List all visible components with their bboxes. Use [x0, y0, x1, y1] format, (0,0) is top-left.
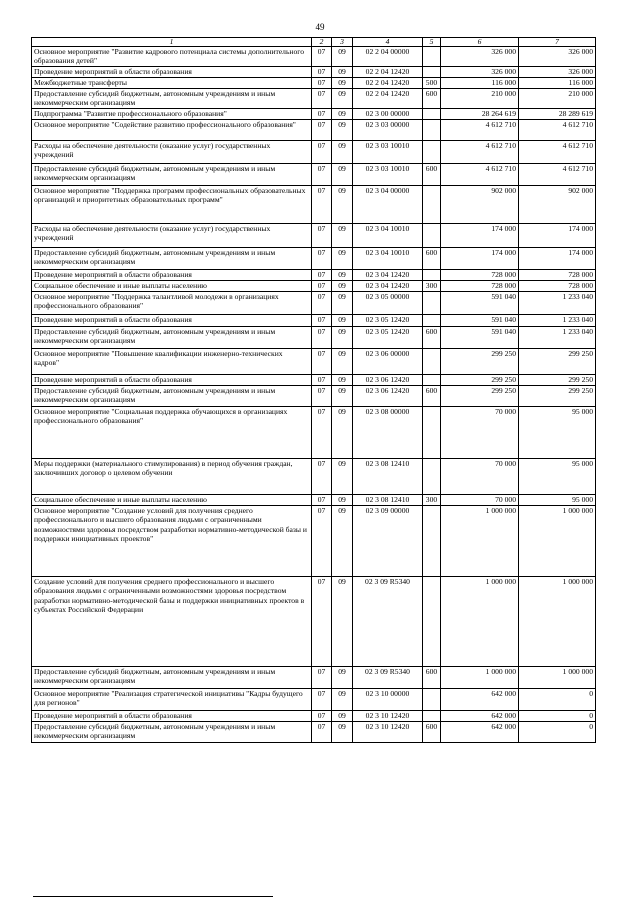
- footnote-divider: [33, 896, 273, 897]
- row-c5-cell: [423, 349, 441, 375]
- row-c3-cell: 09: [332, 186, 353, 224]
- table-row: [32, 459, 596, 495]
- table-row: [32, 577, 596, 667]
- row-c5-cell: 600: [423, 248, 441, 270]
- table-row: [32, 248, 596, 270]
- table-row: [32, 495, 596, 506]
- column-header-7: 7: [519, 38, 596, 47]
- row-c5-cell: [423, 67, 441, 78]
- row-c3-cell: 09: [332, 407, 353, 459]
- table-row: [32, 722, 596, 743]
- row-c4-cell: 02 3 09 R5340: [353, 577, 423, 667]
- row-c4-cell: 02 3 06 00000: [353, 349, 423, 375]
- row-name-cell: Расходы на обеспечение деятельности (оказание услуг) государственных учреждений: [32, 141, 312, 164]
- row-c4-cell: 02 3 04 10010: [353, 224, 423, 248]
- row-name-cell: Проведение мероприятий в области образования: [32, 315, 312, 327]
- row-c4-cell: 02 3 04 00000: [353, 186, 423, 224]
- row-c2-cell: 07: [312, 164, 332, 186]
- row-c3-cell: 09: [332, 722, 353, 743]
- row-c5-cell: [423, 577, 441, 667]
- row-c4-cell: 02 3 10 00000: [353, 689, 423, 711]
- row-c5-cell: [423, 315, 441, 327]
- row-c2-cell: 07: [312, 386, 332, 407]
- row-c2-cell: 07: [312, 689, 332, 711]
- row-c3-cell: 09: [332, 349, 353, 375]
- row-c3-cell: 09: [332, 281, 353, 292]
- row-c6-cell: 1 000 000: [441, 667, 519, 689]
- table-row: [32, 711, 596, 722]
- row-c5-cell: [423, 270, 441, 281]
- row-name-cell: Проведение мероприятий в области образования: [32, 67, 312, 78]
- row-c3-cell: 09: [332, 109, 353, 120]
- row-c2-cell: 07: [312, 292, 332, 315]
- row-c6-cell: 591 040: [441, 315, 519, 327]
- row-c6-cell: 591 040: [441, 292, 519, 315]
- row-c2-cell: 07: [312, 495, 332, 506]
- row-c6-cell: 70 000: [441, 459, 519, 495]
- row-c3-cell: 09: [332, 667, 353, 689]
- row-c3-cell: 09: [332, 270, 353, 281]
- row-c7-cell: 299 250: [519, 386, 596, 407]
- row-c5-cell: 600: [423, 327, 441, 349]
- row-c2-cell: 07: [312, 577, 332, 667]
- row-c3-cell: 09: [332, 689, 353, 711]
- row-c2-cell: 07: [312, 89, 332, 109]
- row-c6-cell: 4 612 710: [441, 120, 519, 141]
- row-c7-cell: 95 000: [519, 407, 596, 459]
- row-c4-cell: 02 3 08 12410: [353, 459, 423, 495]
- row-c4-cell: 02 3 06 12420: [353, 375, 423, 386]
- row-c4-cell: 02 3 05 00000: [353, 292, 423, 315]
- row-c5-cell: [423, 224, 441, 248]
- row-c6-cell: 299 250: [441, 349, 519, 375]
- row-c7-cell: 95 000: [519, 495, 596, 506]
- row-c7-cell: 174 000: [519, 224, 596, 248]
- table-row: [32, 141, 596, 164]
- row-c6-cell: 591 040: [441, 327, 519, 349]
- row-c7-cell: 1 233 040: [519, 327, 596, 349]
- column-header-6: 6: [441, 38, 519, 47]
- row-c7-cell: 4 612 710: [519, 120, 596, 141]
- row-c6-cell: 326 000: [441, 47, 519, 67]
- table-row: [32, 315, 596, 327]
- row-c4-cell: 02 2 04 12420: [353, 89, 423, 109]
- row-c7-cell: 1 233 040: [519, 315, 596, 327]
- row-c3-cell: 09: [332, 248, 353, 270]
- row-c3-cell: 09: [332, 711, 353, 722]
- row-name-cell: Предоставление субсидий бюджетным, автономным учреждениям и иным некоммерческим организациям: [32, 164, 312, 186]
- row-c3-cell: 09: [332, 375, 353, 386]
- row-c4-cell: 02 2 04 12420: [353, 67, 423, 78]
- row-c6-cell: 70 000: [441, 407, 519, 459]
- row-c6-cell: 728 000: [441, 270, 519, 281]
- row-c3-cell: 09: [332, 327, 353, 349]
- row-c4-cell: 02 3 03 00000: [353, 120, 423, 141]
- row-c5-cell: 600: [423, 667, 441, 689]
- row-c3-cell: 09: [332, 78, 353, 89]
- row-c2-cell: 07: [312, 281, 332, 292]
- row-c3-cell: 09: [332, 386, 353, 407]
- row-c6-cell: 902 000: [441, 186, 519, 224]
- row-c6-cell: 728 000: [441, 281, 519, 292]
- row-c2-cell: 07: [312, 109, 332, 120]
- row-c2-cell: 07: [312, 375, 332, 386]
- table-row: [32, 120, 596, 141]
- row-c2-cell: 07: [312, 711, 332, 722]
- row-c3-cell: 09: [332, 164, 353, 186]
- row-c7-cell: 116 000: [519, 78, 596, 89]
- row-name-cell: Проведение мероприятий в области образования: [32, 270, 312, 281]
- table-row: [32, 327, 596, 349]
- row-c3-cell: 09: [332, 506, 353, 577]
- row-c5-cell: 600: [423, 722, 441, 743]
- row-c2-cell: 07: [312, 186, 332, 224]
- row-c2-cell: 07: [312, 349, 332, 375]
- budget-table: [31, 37, 596, 743]
- row-c6-cell: 1 000 000: [441, 577, 519, 667]
- table-row: [32, 109, 596, 120]
- row-c4-cell: 02 3 09 00000: [353, 506, 423, 577]
- row-name-cell: Основное мероприятие "Содействие развитию профессионального образования": [32, 120, 312, 141]
- row-name-cell: Основное мероприятие "Поддержка программ профессиональных образовательных организаций и приоритетных образовательных программ": [32, 186, 312, 224]
- table-row: [32, 349, 596, 375]
- row-c2-cell: 07: [312, 248, 332, 270]
- row-c5-cell: [423, 689, 441, 711]
- row-c4-cell: 02 3 05 12420: [353, 327, 423, 349]
- column-header-1: 1: [32, 38, 312, 47]
- row-c7-cell: 728 000: [519, 270, 596, 281]
- row-c4-cell: 02 3 10 12420: [353, 711, 423, 722]
- row-c5-cell: 300: [423, 495, 441, 506]
- row-c6-cell: 299 250: [441, 386, 519, 407]
- table-body: [32, 47, 596, 743]
- row-c7-cell: 1 233 040: [519, 292, 596, 315]
- row-name-cell: Основное мероприятие "Создание условий для получения среднего профессионального и высшего образования людьми с ограниченными возможностями здоровья посредством разработки нормативно-методической базы и поддержки инициативных проектов": [32, 506, 312, 577]
- table-row: [32, 407, 596, 459]
- row-c6-cell: 174 000: [441, 224, 519, 248]
- row-c5-cell: 600: [423, 386, 441, 407]
- row-c4-cell: 02 3 08 00000: [353, 407, 423, 459]
- row-c2-cell: 07: [312, 224, 332, 248]
- row-c7-cell: 728 000: [519, 281, 596, 292]
- row-name-cell: Основное мероприятие "Повышение квалификации инженерно-технических кадров": [32, 349, 312, 375]
- row-c6-cell: 299 250: [441, 375, 519, 386]
- row-name-cell: Предоставление субсидий бюджетным, автономным учреждениям и иным некоммерческим организациям: [32, 386, 312, 407]
- row-name-cell: Межбюджетные трансферты: [32, 78, 312, 89]
- row-c6-cell: 116 000: [441, 78, 519, 89]
- row-name-cell: Меры поддержки (материального стимулирования) в период обучения граждан, заключивших договор о целевом обучении: [32, 459, 312, 495]
- row-c7-cell: 299 250: [519, 375, 596, 386]
- row-c7-cell: 326 000: [519, 47, 596, 67]
- row-c6-cell: 4 612 710: [441, 141, 519, 164]
- row-name-cell: Проведение мероприятий в области образования: [32, 711, 312, 722]
- row-c7-cell: 28 289 619: [519, 109, 596, 120]
- row-c5-cell: [423, 506, 441, 577]
- row-c6-cell: 642 000: [441, 689, 519, 711]
- row-c2-cell: 07: [312, 722, 332, 743]
- table-row: [32, 689, 596, 711]
- table-row: [32, 667, 596, 689]
- row-name-cell: Предоставление субсидий бюджетным, автономным учреждениям и иным некоммерческим организациям: [32, 89, 312, 109]
- row-c7-cell: 95 000: [519, 459, 596, 495]
- row-c6-cell: 28 264 619: [441, 109, 519, 120]
- row-c4-cell: 02 2 04 00000: [353, 47, 423, 67]
- row-c4-cell: 02 2 04 12420: [353, 78, 423, 89]
- row-c5-cell: [423, 711, 441, 722]
- column-header-5: 5: [423, 38, 441, 47]
- table-row: [32, 89, 596, 109]
- row-c6-cell: 326 000: [441, 67, 519, 78]
- row-c3-cell: 09: [332, 89, 353, 109]
- row-c6-cell: 1 000 000: [441, 506, 519, 577]
- row-c5-cell: 600: [423, 89, 441, 109]
- row-c2-cell: 07: [312, 270, 332, 281]
- row-c5-cell: [423, 120, 441, 141]
- row-name-cell: Основное мероприятие "Социальная поддержка обучающихся в организациях профессионального образования": [32, 407, 312, 459]
- row-c7-cell: 0: [519, 722, 596, 743]
- row-c7-cell: 1 000 000: [519, 577, 596, 667]
- table-row: [32, 386, 596, 407]
- row-c3-cell: 09: [332, 224, 353, 248]
- row-c3-cell: 09: [332, 120, 353, 141]
- row-c3-cell: 09: [332, 47, 353, 67]
- table-row: [32, 67, 596, 78]
- table-row: [32, 270, 596, 281]
- row-c7-cell: 0: [519, 689, 596, 711]
- row-c2-cell: 07: [312, 667, 332, 689]
- row-name-cell: Создание условий для получения среднего профессионального и высшего образования людьми с ограниченными возможностями здоровья посредством разработки нормативно-методической базы и поддержки инициативных проектов в субъектах Российской Федерации: [32, 577, 312, 667]
- column-header-3: 3: [332, 38, 353, 47]
- row-c5-cell: [423, 407, 441, 459]
- row-c3-cell: 09: [332, 315, 353, 327]
- row-c3-cell: 09: [332, 67, 353, 78]
- row-c6-cell: 642 000: [441, 711, 519, 722]
- table-row: [32, 506, 596, 577]
- row-c5-cell: [423, 459, 441, 495]
- row-c7-cell: 902 000: [519, 186, 596, 224]
- row-c3-cell: 09: [332, 495, 353, 506]
- row-c6-cell: 642 000: [441, 722, 519, 743]
- row-c7-cell: 1 000 000: [519, 667, 596, 689]
- row-c2-cell: 07: [312, 506, 332, 577]
- row-c2-cell: 07: [312, 407, 332, 459]
- row-name-cell: Социальное обеспечение и иные выплаты населению: [32, 281, 312, 292]
- row-name-cell: Предоставление субсидий бюджетным, автономным учреждениям и иным некоммерческим организациям: [32, 722, 312, 743]
- row-c4-cell: 02 3 04 12420: [353, 270, 423, 281]
- row-name-cell: Проведение мероприятий в области образования: [32, 375, 312, 386]
- row-c2-cell: 07: [312, 459, 332, 495]
- row-name-cell: Социальное обеспечение и иные выплаты населению: [32, 495, 312, 506]
- row-c4-cell: 02 3 03 10010: [353, 164, 423, 186]
- table-row: [32, 281, 596, 292]
- row-c3-cell: 09: [332, 141, 353, 164]
- row-name-cell: Предоставление субсидий бюджетным, автономным учреждениям и иным некоммерческим организациям: [32, 248, 312, 270]
- row-c5-cell: [423, 141, 441, 164]
- row-name-cell: Основное мероприятие "Развитие кадрового потенциала системы дополнительного образования детей": [32, 47, 312, 67]
- row-c4-cell: 02 3 04 10010: [353, 248, 423, 270]
- row-c2-cell: 07: [312, 141, 332, 164]
- row-c7-cell: 0: [519, 711, 596, 722]
- row-name-cell: Подпрограмма "Развитие профессионального образования": [32, 109, 312, 120]
- row-c4-cell: 02 3 00 00000: [353, 109, 423, 120]
- table-row: [32, 375, 596, 386]
- row-c7-cell: 326 000: [519, 67, 596, 78]
- row-name-cell: Предоставление субсидий бюджетным, автономным учреждениям и иным некоммерческим организациям: [32, 667, 312, 689]
- header-row: [32, 38, 596, 47]
- row-c6-cell: 210 000: [441, 89, 519, 109]
- table-row: [32, 224, 596, 248]
- row-c4-cell: 02 3 06 12420: [353, 386, 423, 407]
- column-header-4: 4: [353, 38, 423, 47]
- table-row: [32, 164, 596, 186]
- row-c5-cell: 600: [423, 164, 441, 186]
- row-name-cell: Основное мероприятие "Реализация стратегической инициативы "Кадры будущего для регионов": [32, 689, 312, 711]
- row-c7-cell: 174 000: [519, 248, 596, 270]
- row-c6-cell: 174 000: [441, 248, 519, 270]
- row-c2-cell: 07: [312, 47, 332, 67]
- column-header-2: 2: [312, 38, 332, 47]
- row-c5-cell: [423, 375, 441, 386]
- row-c6-cell: 70 000: [441, 495, 519, 506]
- table-row: [32, 78, 596, 89]
- row-c5-cell: [423, 186, 441, 224]
- table-row: [32, 47, 596, 67]
- row-c4-cell: 02 3 09 R5340: [353, 667, 423, 689]
- row-c4-cell: 02 3 10 12420: [353, 722, 423, 743]
- row-c4-cell: 02 3 03 10010: [353, 141, 423, 164]
- row-c4-cell: 02 3 05 12420: [353, 315, 423, 327]
- table-row: [32, 186, 596, 224]
- row-name-cell: Предоставление субсидий бюджетным, автономным учреждениям и иным некоммерческим организациям: [32, 327, 312, 349]
- row-c7-cell: 299 250: [519, 349, 596, 375]
- row-c2-cell: 07: [312, 120, 332, 141]
- row-c6-cell: 4 612 710: [441, 164, 519, 186]
- page-number: 49: [315, 22, 325, 32]
- row-c5-cell: [423, 109, 441, 120]
- row-name-cell: Расходы на обеспечение деятельности (оказание услуг) государственных учреждений: [32, 224, 312, 248]
- row-c3-cell: 09: [332, 577, 353, 667]
- row-c2-cell: 07: [312, 78, 332, 89]
- row-c7-cell: 4 612 710: [519, 141, 596, 164]
- row-c7-cell: 210 000: [519, 89, 596, 109]
- row-c5-cell: [423, 47, 441, 67]
- row-c4-cell: 02 3 08 12410: [353, 495, 423, 506]
- row-c2-cell: 07: [312, 315, 332, 327]
- row-c3-cell: 09: [332, 459, 353, 495]
- row-c5-cell: [423, 292, 441, 315]
- row-c2-cell: 07: [312, 327, 332, 349]
- table-row: [32, 292, 596, 315]
- row-c7-cell: 1 000 000: [519, 506, 596, 577]
- row-c5-cell: 500: [423, 78, 441, 89]
- row-c2-cell: 07: [312, 67, 332, 78]
- row-c3-cell: 09: [332, 292, 353, 315]
- row-name-cell: Основное мероприятие "Поддержка талантливой молодежи в организациях профессионального образования": [32, 292, 312, 315]
- row-c5-cell: 300: [423, 281, 441, 292]
- row-c4-cell: 02 3 04 12420: [353, 281, 423, 292]
- row-c7-cell: 4 612 710: [519, 164, 596, 186]
